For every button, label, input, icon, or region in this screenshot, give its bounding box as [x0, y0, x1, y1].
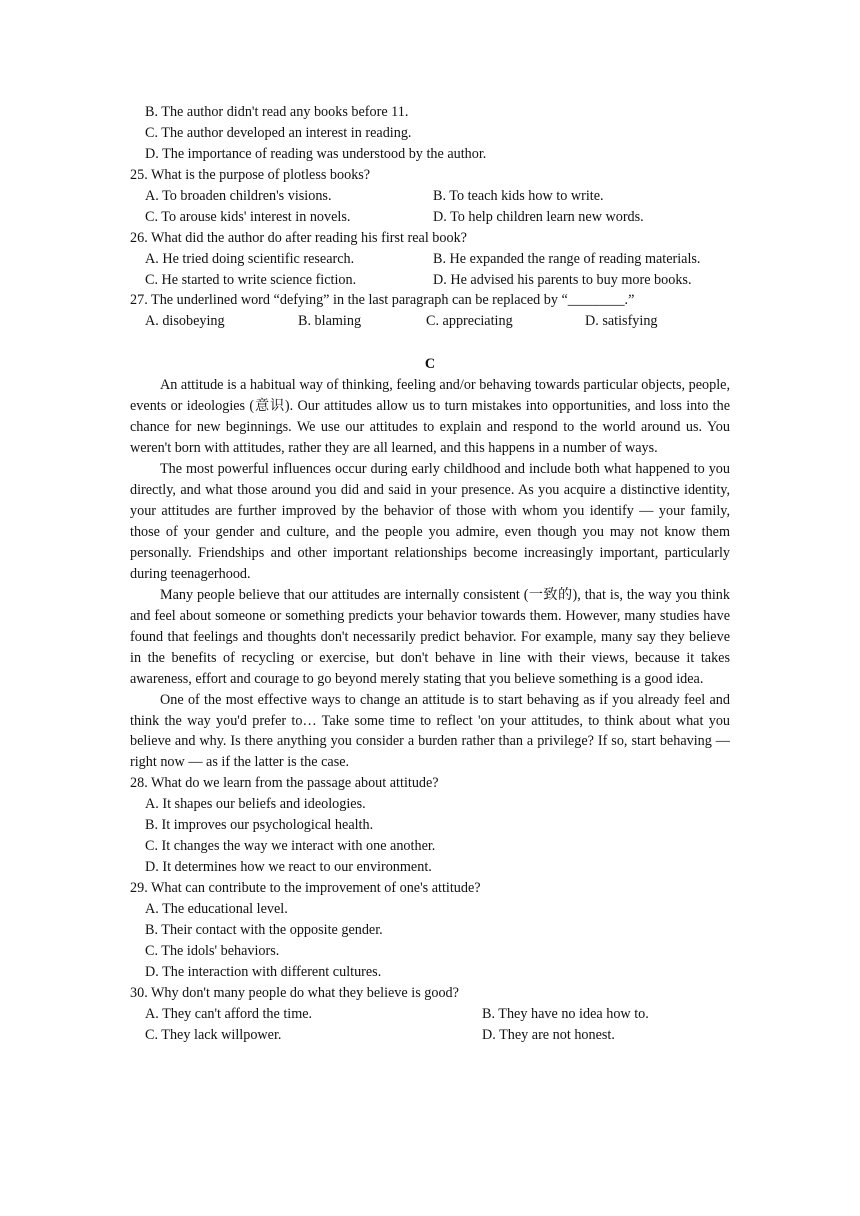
q30-option-b: B. They have no idea how to.	[482, 1005, 649, 1022]
passage-paragraph-3	[130, 585, 730, 690]
q30-options-row-2	[130, 1025, 730, 1046]
paragraph-text: One of the most effective ways to change an attitude is to start behaving as if you already feel and think the way you'd prefer to… Take some time to reflect 'on your attitudes, to think about what you believe and why. Is there anything you consider a burden rather than a privilege? If so, start behaving — right now — as if the latter is the case.	[130, 691, 730, 771]
passage-paragraph-1	[130, 375, 730, 459]
q28-option-a: A. It shapes our beliefs and ideologies.	[145, 796, 366, 813]
q27-options-row	[130, 311, 730, 332]
q28-option-c: C. It changes the way we interact with one another.	[145, 838, 436, 855]
q27-option-d: D. satisfying	[585, 313, 658, 330]
q25-option-a: A. To broaden children's visions.	[145, 187, 332, 204]
q25-option-b: B. To teach kids how to write.	[433, 187, 604, 204]
q25-stem: 25. What is the purpose of plotless books?	[130, 166, 371, 183]
q30-option-d: D. They are not honest.	[482, 1026, 615, 1043]
q29-option-b: B. Their contact with the opposite gender.	[145, 921, 383, 938]
q30-options-row-1	[130, 1004, 730, 1025]
passage-paragraph-4	[130, 690, 730, 774]
q28-option-d: D. It determines how we react to our environment.	[145, 859, 432, 876]
paragraph-text: An attitude is a habitual way of thinking, feeling and/or behaving towards particular objects, people, events or ideologies (意识). Our attitudes allow us to turn mistakes into opportunities, and loss into the chance for new beginnings. We use our attitudes to explain and respond to the world around us. You weren't born with attitudes, rather they are all learned, and this happens in a number of ways.	[130, 377, 730, 457]
q29-option-a: A. The educational level.	[145, 900, 288, 917]
q26-option-d: D. He advised his parents to buy more books.	[433, 271, 692, 288]
paragraph-text: The most powerful influences occur during early childhood and include both what happened to you directly, and what those around you did and said in your presence. As you acquire a distinctive identity, your attitudes are further improved by the behavior of those with whom you identify — your family, those of your gender and culture, and the people you admire, even though you may not know them personally. Friendships and other important relationships become increasingly important, particularly during teenagerhood.	[130, 461, 730, 582]
q24-option-c: C. The author developed an interest in reading.	[145, 124, 412, 141]
q25-option-d: D. To help children learn new words.	[433, 208, 644, 225]
q27-option-b: B. blaming	[298, 313, 362, 330]
passage-paragraph-2	[130, 459, 730, 585]
q27-stem: 27. The underlined word “defying” in the last paragraph can be replaced by “________.”	[130, 292, 635, 309]
q26-options-row-1	[130, 249, 730, 270]
q29-stem: 29. What can contribute to the improvement of one's attitude?	[130, 880, 481, 897]
q24-option-b: B. The author didn't read any books before 11.	[145, 104, 409, 120]
q26-stem: 26. What did the author do after reading his first real book?	[130, 229, 467, 246]
q27-option-a: A. disobeying	[145, 313, 225, 330]
q28-option-b: B. It improves our psychological health.	[145, 817, 374, 834]
q24-option-d: D. The importance of reading was understood by the author.	[145, 145, 487, 162]
q26-option-c: C. He started to write science fiction.	[145, 271, 357, 288]
q29-option-d: D. The interaction with different cultures.	[145, 963, 382, 980]
q28-stem: 28. What do we learn from the passage about attitude?	[130, 775, 439, 792]
q26-option-b: B. He expanded the range of reading materials.	[433, 250, 701, 267]
q30-option-a: A. They can't afford the time.	[145, 1005, 313, 1022]
q29-option-c: C. The idols' behaviors.	[145, 942, 280, 959]
q26-options-row-2	[130, 270, 730, 291]
section-title: C	[424, 356, 436, 373]
exam-page	[130, 102, 730, 1046]
paragraph-text: Many people believe that our attitudes are internally consistent (一致的), that is, the way you think and feel about someone or something predicts your behavior towards them. However, many studies have found that feelings and thoughts don't necessarily predict behavior. For example, many say they believe in the benefits of recycling or exercise, but don't behave in line with their views, because it takes awareness, effort and courage to go beyond merely stating that you believe something is a good idea.	[130, 586, 730, 687]
q26-option-a: A. He tried doing scientific research.	[145, 250, 355, 267]
q30-stem: 30. Why don't many people do what they believe is good?	[130, 984, 459, 1001]
q25-options-row-1	[130, 186, 730, 207]
q27-option-c: C. appreciating	[426, 313, 513, 330]
q25-option-c: C. To arouse kids' interest in novels.	[145, 208, 351, 225]
q30-option-c: C. They lack willpower.	[145, 1026, 282, 1043]
q25-options-row-2	[130, 207, 730, 228]
